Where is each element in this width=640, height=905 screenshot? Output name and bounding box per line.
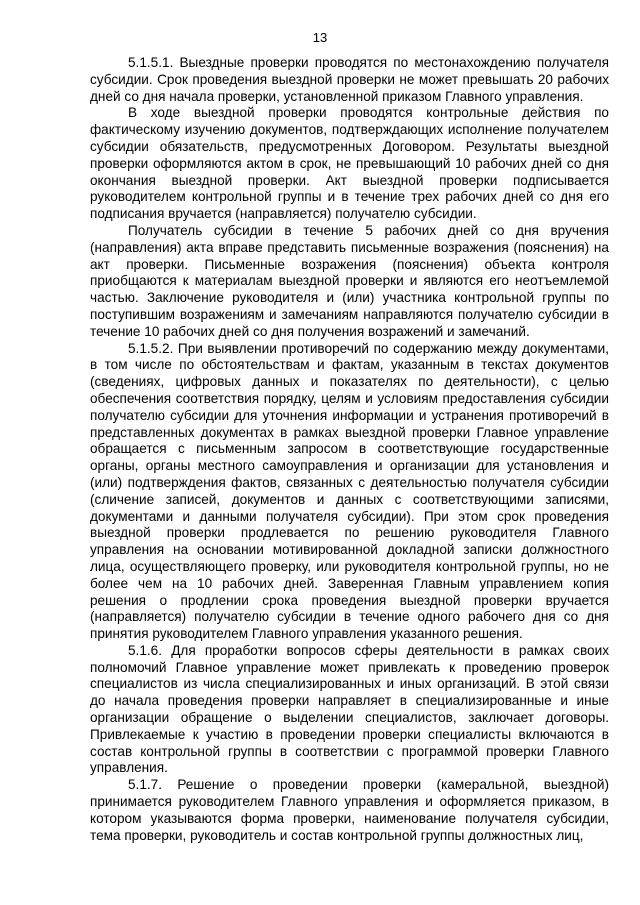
paragraph-onsite-inspection-actions: В ходе выездной проверки проводятся контрольные действия по фактическому изучению документов, подтверждающих исполнение получателем субсидии обязательств, предусмотренных Договором. Результаты выездной проверки оформляются актом в срок, не превышающий 10 рабочих дней со дня окончания выездной проверки. Акт выездной проверки подписывается руководителем контрольной группы и в течение трех рабочих дней со дня его подписания вручается (направляется) получателю субсидии. — [90, 105, 609, 222]
document-body — [90, 55, 609, 844]
paragraph-5-1-7: 5.1.7. Решение о проведении проверки (камеральной, выездной) принимается руководителем Главного управления и оформляется приказом, в котором указываются форма проверки, наименование получателя субсидии, тема проверки, руководитель и состав контрольной группы должностных лиц, — [90, 777, 609, 843]
page-number: 13 — [312, 30, 328, 45]
paragraph-5-1-5-1: 5.1.5.1. Выездные проверки проводятся по местонахождению получателя субсидии. Срок проведения выездной проверки не может превышать 20 рабочих дней со дня начала проверки, установленной приказом Главного управления. — [90, 55, 609, 104]
paragraph-5-1-6: 5.1.6. Для проработки вопросов сферы деятельности в рамках своих полномочий Главное управление может привлекать к проведению проверок специалистов из числа специализированных и иных организаций. В этой связи до начала проведения проверки направляет в специализированные и иные организации обращение о выделении специалистов, заключает договоры. Привлекаемые к участию в проведении проверки специалисты включаются в состав контрольной группы в соответствии с программой проверки Главного управления. — [90, 642, 609, 776]
paragraph-objections: Получатель субсидии в течение 5 рабочих дней со дня вручения (направления) акта вправе представить письменные возражения (пояснения) на акт проверки. Письменные возражения (пояснения) объекта контроля приобщаются к материалам выездной проверки и являются его неотъемлемой частью. Заключение руководителя и (или) участника контрольной группы по поступившим возражениям и замечаниям направляются получателю субсидии в течение 10 рабочих дней со дня получения возражений и замечаний. — [90, 222, 609, 339]
paragraph-5-1-5-2: 5.1.5.2. При выявлении противоречий по содержанию между документами, в том числе по обстоятельствам и фактам, указанным в текстах документов (сведениях, цифровых данных и показателях по деятельности), с целью обеспечения соответствия порядку, целям и условиям предоставления субсидии получателю субсидии для уточнения информации и устранения противоречий в представленных документах в рамках выездной проверки Главное управление обращается с письменным запросом в соответствующие государственные органы, органы местного самоуправления и организации для установления и (или) подтверждения фактов, связанных с деятельностью получателя субсидии (сличение записей, документов и данных с соответствующими записями, документами и данными получателя субсидии). При этом срок проведения выездной проверки продлевается по решению руководителя Главного управления на основании мотивированной докладной записки должностного лица, осуществляющего проверку, или руководителя контрольной группы, но не более чем на 10 рабочих дней. Заверенная Главным управлением копия решения о продлении срока проведения выездной проверки вручается (направляется) получателю субсидии в течение одного рабочего дня со дня принятия руководителем Главного управления указанного решения. — [90, 340, 609, 642]
